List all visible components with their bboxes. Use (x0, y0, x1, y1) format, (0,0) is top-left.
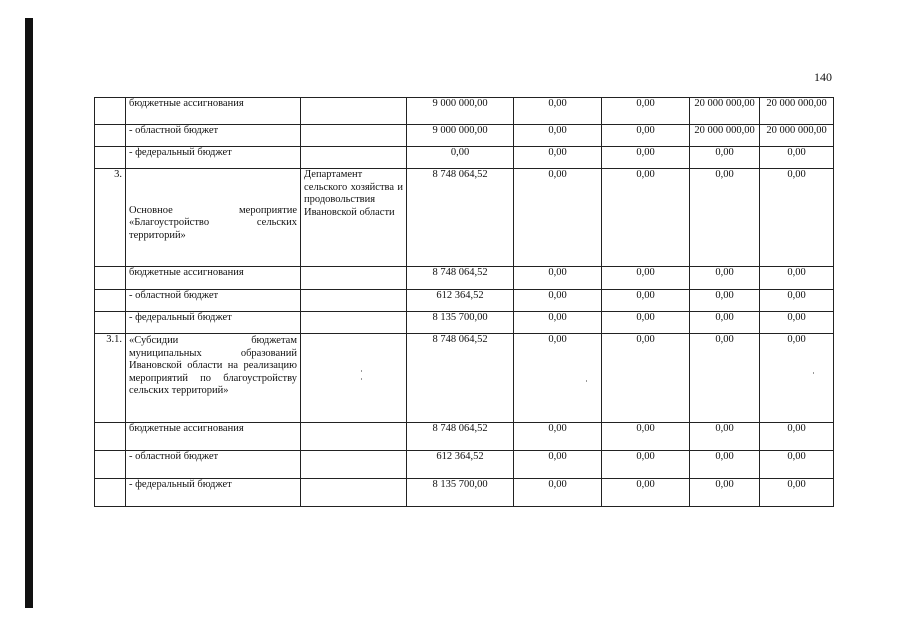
table-row (95, 125, 834, 147)
amount-cell: 612 364,52 (407, 451, 514, 479)
row-description: - областной бюджет (126, 451, 301, 479)
amount-cell: 0,00 (602, 312, 690, 334)
amount-cell: 8 748 064,52 (407, 334, 514, 423)
scan-speck (361, 378, 362, 380)
amount-cell: 0,00 (602, 479, 690, 507)
row-executor (301, 451, 407, 479)
budget-table (94, 97, 834, 507)
row-description: - федеральный бюджет (126, 312, 301, 334)
table-row (95, 479, 834, 507)
amount-cell: 0,00 (690, 267, 760, 290)
row-executor (301, 423, 407, 451)
scan-speck (813, 372, 814, 374)
row-description: Основное мероприятие «Благоустройство сельских территорий» (126, 169, 301, 267)
row-index (95, 423, 126, 451)
amount-cell: 8 748 064,52 (407, 267, 514, 290)
table-row (95, 312, 834, 334)
amount-cell: 0,00 (690, 334, 760, 423)
amount-cell: 0,00 (407, 147, 514, 169)
row-executor (301, 147, 407, 169)
row-executor (301, 312, 407, 334)
row-executor: Департамент сельского хозяйства и продовольствия Ивановской области (301, 169, 407, 267)
amount-cell: 0,00 (602, 451, 690, 479)
row-description: бюджетные ассигнования (126, 98, 301, 125)
table-row (95, 451, 834, 479)
row-executor (301, 125, 407, 147)
amount-cell: 0,00 (602, 334, 690, 423)
amount-cell: 20 000 000,00 (760, 98, 834, 125)
amount-cell: 0,00 (760, 169, 834, 267)
amount-cell: 9 000 000,00 (407, 98, 514, 125)
table-row (95, 267, 834, 290)
row-executor (301, 98, 407, 125)
amount-cell: 0,00 (514, 290, 602, 312)
amount-cell: 0,00 (602, 290, 690, 312)
row-index (95, 267, 126, 290)
row-description: «Субсидии бюджетам муниципальных образований Ивановской области на реализацию мероприятий по благоустройству сельских территорий» (126, 334, 301, 423)
row-index: 3.1. (95, 334, 126, 423)
amount-cell: 0,00 (690, 169, 760, 267)
amount-cell: 9 000 000,00 (407, 125, 514, 147)
amount-cell: 8 135 700,00 (407, 312, 514, 334)
amount-cell: 0,00 (760, 290, 834, 312)
amount-cell: 20 000 000,00 (690, 98, 760, 125)
row-description: - федеральный бюджет (126, 147, 301, 169)
amount-cell: 0,00 (690, 290, 760, 312)
row-index (95, 451, 126, 479)
row-executor (301, 334, 407, 423)
row-executor (301, 267, 407, 290)
amount-cell: 0,00 (602, 98, 690, 125)
amount-cell: 20 000 000,00 (760, 125, 834, 147)
scan-edge-bar (25, 18, 33, 608)
row-description: бюджетные ассигнования (126, 423, 301, 451)
amount-cell: 612 364,52 (407, 290, 514, 312)
amount-cell: 0,00 (760, 334, 834, 423)
amount-cell: 0,00 (690, 312, 760, 334)
row-description: - областной бюджет (126, 125, 301, 147)
amount-cell: 8 748 064,52 (407, 423, 514, 451)
amount-cell: 8 135 700,00 (407, 479, 514, 507)
amount-cell: 0,00 (514, 479, 602, 507)
row-index: 3. (95, 169, 126, 267)
scan-speck (361, 370, 362, 372)
table-row (95, 290, 834, 312)
amount-cell: 0,00 (690, 423, 760, 451)
amount-cell: 0,00 (514, 423, 602, 451)
amount-cell: 0,00 (760, 423, 834, 451)
row-description: - федеральный бюджет (126, 479, 301, 507)
row-description: бюджетные ассигнования (126, 267, 301, 290)
amount-cell: 0,00 (602, 125, 690, 147)
amount-cell: 20 000 000,00 (690, 125, 760, 147)
table-row (95, 423, 834, 451)
amount-cell: 0,00 (690, 147, 760, 169)
row-description: - областной бюджет (126, 290, 301, 312)
amount-cell: 0,00 (690, 479, 760, 507)
amount-cell: 0,00 (760, 312, 834, 334)
amount-cell: 0,00 (514, 125, 602, 147)
table-row (95, 147, 834, 169)
scan-speck (586, 380, 587, 382)
amount-cell: 8 748 064,52 (407, 169, 514, 267)
amount-cell: 0,00 (690, 451, 760, 479)
amount-cell: 0,00 (760, 451, 834, 479)
amount-cell: 0,00 (602, 423, 690, 451)
amount-cell: 0,00 (760, 147, 834, 169)
amount-cell: 0,00 (760, 479, 834, 507)
row-index (95, 290, 126, 312)
row-index (95, 147, 126, 169)
row-index (95, 479, 126, 507)
amount-cell: 0,00 (514, 98, 602, 125)
table-row (95, 98, 834, 125)
amount-cell: 0,00 (514, 267, 602, 290)
table-row (95, 334, 834, 423)
amount-cell: 0,00 (514, 334, 602, 423)
page-number: 140 (814, 70, 832, 84)
table-row (95, 169, 834, 267)
amount-cell: 0,00 (514, 169, 602, 267)
row-executor (301, 479, 407, 507)
amount-cell: 0,00 (760, 267, 834, 290)
row-index (95, 125, 126, 147)
row-index (95, 312, 126, 334)
amount-cell: 0,00 (602, 169, 690, 267)
row-executor (301, 290, 407, 312)
row-index (95, 98, 126, 125)
amount-cell: 0,00 (514, 312, 602, 334)
amount-cell: 0,00 (514, 451, 602, 479)
amount-cell: 0,00 (602, 147, 690, 169)
amount-cell: 0,00 (514, 147, 602, 169)
amount-cell: 0,00 (602, 267, 690, 290)
